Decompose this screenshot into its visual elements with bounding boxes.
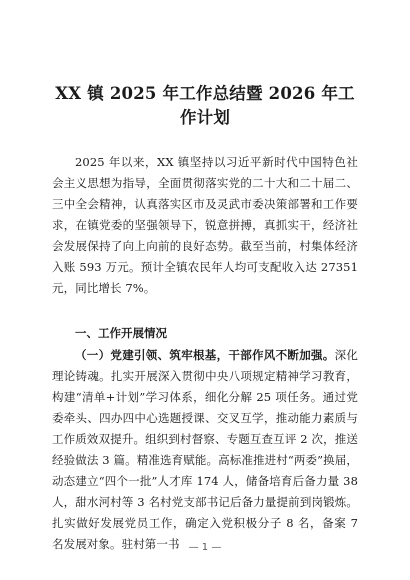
page-number: — 1 — bbox=[188, 542, 222, 553]
section-heading: 一、工作开展情况 bbox=[75, 326, 167, 340]
subsection-text: 深化理论铸魂。扎实开展深入贯彻中央八项规定精神学习教育，构建“清单+计划”学习体系，细化分解 25 项任务。通过党委牵头、四办四中心选题授课、交叉互学，推动能力素质与工作质效双提升。组织到村督察、专题互查互评 2 次，推送经验做法 3 篇。精准选育赋能。高标准推进村“两委”换届，动态建立“四个一批”人才库 174 人，储备培育后备力量 38 人，甜水河村等 3 名村党支部书记后备力量提前到岗锻炼。扎实做好发展党员工作，确定入党积极分子 8 名，备案 7 名发展对象。驻村第一书 bbox=[52, 348, 358, 551]
document-title: XX 镇 2025 年工作总结暨 2026 年工作计划 bbox=[55, 84, 355, 127]
intro-paragraph: 2025 年以来，XX 镇坚持以习近平新时代中国特色社会主义思想为指导，全面贯彻落实党的二十大和二十届二、三中全会精神，认真落实区市及灵武市委决策部署和工作要求，在镇党委的坚强领导下，锐意拼搏，真抓实干，经济社会发展保持了向上向前的良好态势。截至当前，村集体经济入账 593 万元。预计全镇农民年人均可支配收入达 27351 元，同比增长 7%。 bbox=[52, 155, 358, 295]
subsection-paragraph bbox=[52, 345, 358, 555]
subsection-heading: （一）党建引领、筑牢根基，干部作风不断加强。 bbox=[75, 348, 335, 362]
